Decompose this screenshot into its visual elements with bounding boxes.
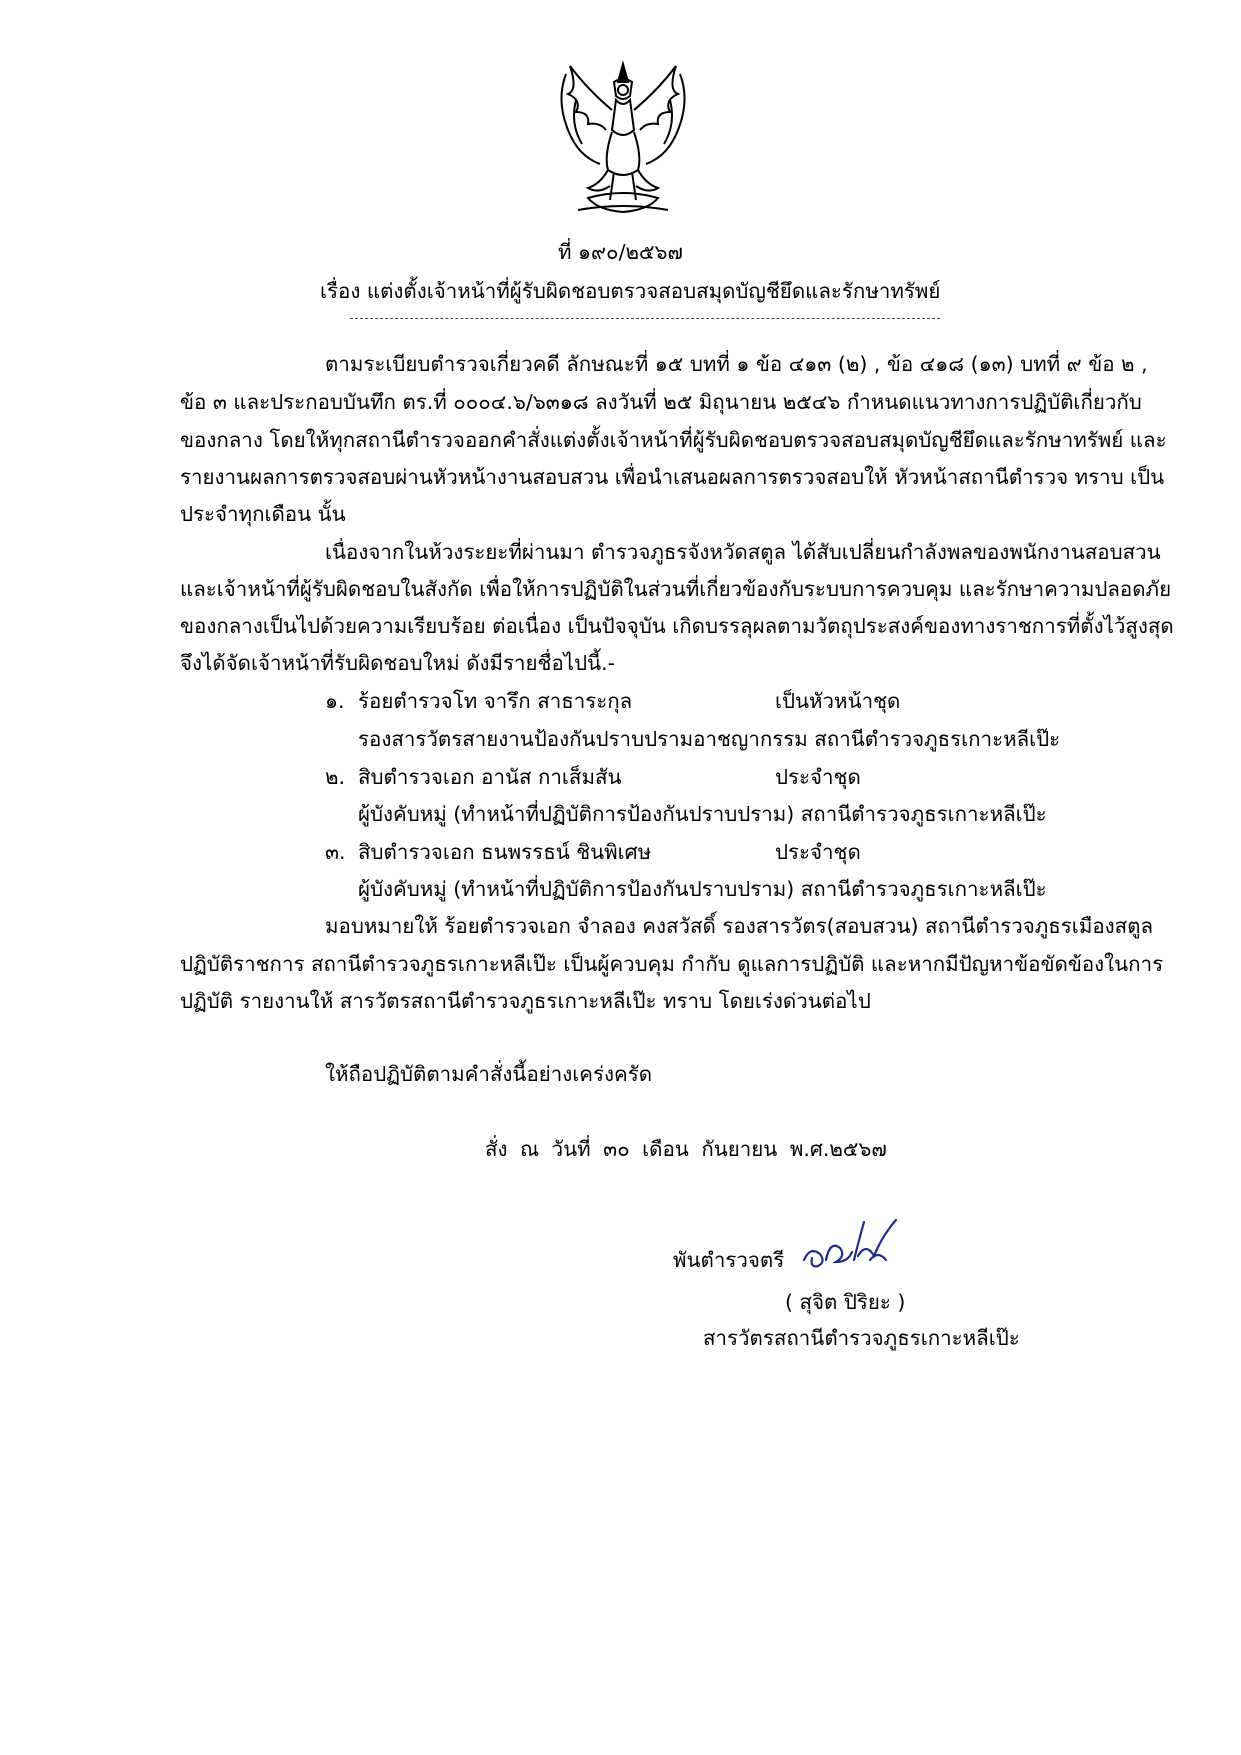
paragraph-line: ตามระเบียบตำรวจเกี่ยวคดี ลักษณะที่ ๑๕ บทที่ ๑ ข้อ ๔๑๓ (๒) , ข้อ ๔๑๘ (๑๓) บทที่ ๙ ข้อ ๒ , — [325, 352, 1148, 376]
member-number: ๒. — [325, 765, 346, 789]
paragraph-line: ปฏิบัติ รายงานให้ สารวัตรสถานีตำรวจภูธรเกาะหลีเป๊ะ ทราบ โดยเร่งด่วนต่อไป — [180, 989, 871, 1013]
member-name: สิบตำรวจเอก อานัส กาเส็มสัน — [358, 765, 622, 789]
member-role: ประจำชุด — [775, 765, 861, 789]
divider-line — [350, 318, 940, 319]
paragraph-line: รายงานผลการตรวจสอบผ่านหัวหน้างานสอบสวน เพื่อนำเสนอผลการตรวจสอบให้ หัวหน้าสถานีตำรวจ ทราบ เป็น — [180, 465, 1165, 489]
member-position: รองสารวัตรสายงานป้องกันปราบปรามอาชญากรรม สถานีตำรวจภูธรเกาะหลีเป๊ะ — [358, 727, 1061, 751]
member-number: ๓. — [325, 840, 346, 864]
signer-position: สารวัตรสถานีตำรวจภูธรเกาะหลีเป๊ะ — [703, 1326, 1020, 1350]
member-role: เป็นหัวหน้าชุด — [775, 689, 901, 713]
member-name: สิบตำรวจเอก ธนพรรธน์ ชินพิเศษ — [358, 840, 652, 864]
paragraph-line: และเจ้าหน้าที่ผู้รับผิดชอบในสังกัด เพื่อให้การปฏิบัติในส่วนที่เกี่ยวข้องกับระบบการควบคุม และรักษาความปลอดภัย — [180, 577, 1172, 601]
paragraph-line: มอบหมายให้ ร้อยตำรวจเอก จำลอง คงสวัสดิ์ รองสารวัตร(สอบสวน) สถานีตำรวจภูธรเมืองสตูล — [325, 914, 1154, 938]
signer-rank: พันตำรวจตรี — [673, 1248, 785, 1272]
member-number: ๑. — [325, 689, 345, 713]
signer-name: ( สุจิต ปิริยะ ) — [785, 1290, 906, 1314]
member-position: ผู้บังคับหมู่ (ทำหน้าที่ปฏิบัติการป้องกันปราบปราม) สถานีตำรวจภูธรเกาะหลีเป๊ะ — [358, 877, 1047, 901]
handwritten-signature-icon — [800, 1216, 900, 1276]
paragraph-line: จึงได้จัดเจ้าหน้าที่รับผิดชอบใหม่ ดังมีรายชื่อไปนี้.- — [180, 651, 616, 675]
closing-line: ให้ถือปฏิบัติตามคำสั่งนี้อย่างเคร่งครัด — [325, 1062, 653, 1086]
order-date: สั่ง ณ วันที่ ๓๐ เดือน กันยายน พ.ศ.๒๕๖๗ — [485, 1137, 887, 1161]
member-name: ร้อยตำรวจโท จารึก สาธาระกุล — [358, 689, 633, 713]
paragraph-line: ข้อ ๓ และประกอบบันทึก ตร.ที่ ๐๐๐๔.๖/๖๓๑๘ ลงวันที่ ๒๕ มิถุนายน ๒๕๔๖ กำหนดแนวทางการปฏิบัติเกี่ยวกับ — [180, 390, 1142, 414]
paragraph-line: ประจำทุกเดือน นั้น — [180, 502, 346, 526]
paragraph-line: ของกลางเป็นไปด้วยความเรียบร้อย ต่อเนื่อง เป็นปัจจุบัน เกิดบรรลุผลตามวัตถุประสงค์ของทางราชการที่ตั้งไว้สูงสุด — [180, 614, 1174, 638]
paragraph-line: ปฏิบัติราชการ สถานีตำรวจภูธรเกาะหลีเป๊ะ เป็นผู้ควบคุม กำกับ ดูแลการปฏิบัติ และหากมีปัญหาข้อขัดข้องในการ — [180, 952, 1164, 976]
member-position: ผู้บังคับหมู่ (ทำหน้าที่ปฏิบัติการป้องกันปราบปราม) สถานีตำรวจภูธรเกาะหลีเป๊ะ — [358, 802, 1047, 826]
paragraph-line: เนื่องจากในห้วงระยะที่ผ่านมา ตำรวจภูธรจังหวัดสตูล ได้สับเปลี่ยนกำลังพลของพนักงานสอบสวน — [325, 540, 1161, 564]
member-role: ประจำชุด — [775, 840, 861, 864]
garuda-emblem-icon — [548, 60, 698, 220]
document-number: ที่ ๑๙๐/๒๕๖๗ — [558, 240, 683, 264]
document-subject: เรื่อง แต่งตั้งเจ้าหน้าที่ผู้รับผิดชอบตรวจสอบสมุดบัญชียึดและรักษาทรัพย์ — [320, 279, 941, 303]
paragraph-line: ของกลาง โดยให้ทุกสถานีตำรวจออกคำสั่งแต่งตั้งเจ้าหน้าที่ผู้รับผิดชอบตรวจสอบสมุดบัญชียึดและรักษาทรัพย์ และ — [180, 428, 1167, 452]
